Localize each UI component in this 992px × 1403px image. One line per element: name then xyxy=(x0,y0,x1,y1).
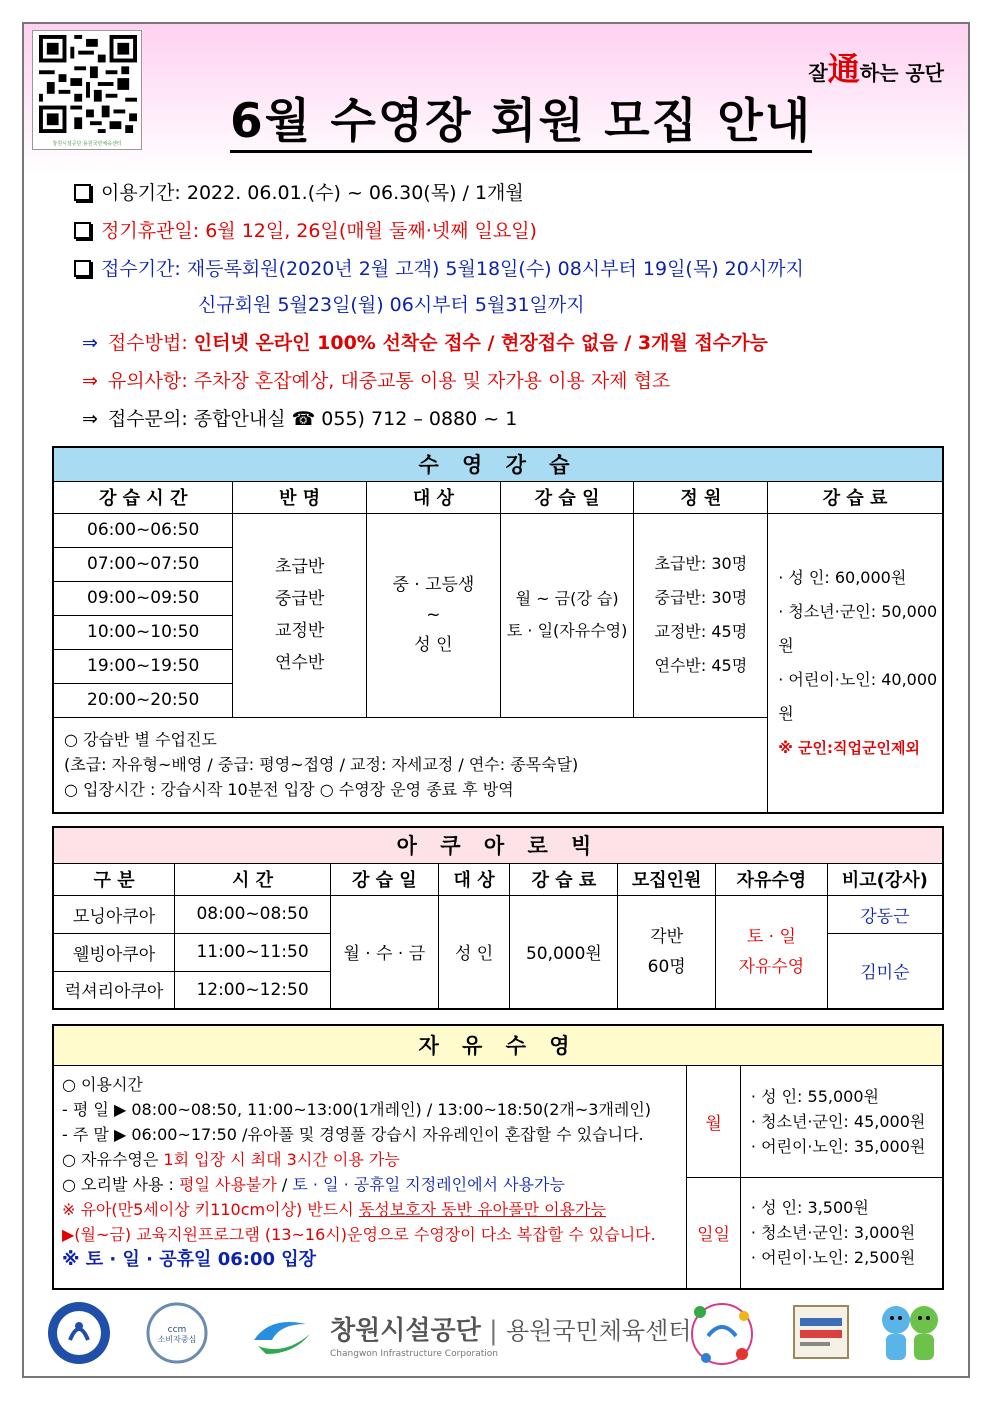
free-line-part: ○ 오리발 사용 : xyxy=(62,1174,179,1194)
lesson-days xyxy=(500,513,634,717)
aqua-time: 12:00~12:50 xyxy=(175,971,331,1009)
free-line: - 평 일 ▶ 08:00~08:50, 11:00~13:00(1개레인) / 13:00~18:50(2개~3개레인) xyxy=(62,1099,652,1119)
lesson-classes xyxy=(233,513,367,717)
monthly-label: 월 xyxy=(687,1065,741,1177)
lesson-header: 강 습 일 xyxy=(500,481,634,513)
aqua-title: 아 쿠 아 로 빅 xyxy=(53,827,943,863)
aqua-free-swim xyxy=(716,895,828,1009)
free-line-part: / xyxy=(276,1174,293,1194)
class-item: 교정반 xyxy=(275,621,325,641)
arrow-icon: ⇒ xyxy=(82,370,98,392)
fee-note: ※ 군인:직업군인제외 xyxy=(778,738,920,757)
free-line: ※ 토 · 일 · 공휴일 06:00 입장 xyxy=(62,1248,317,1270)
daily-fees xyxy=(740,1177,943,1289)
changwon-emblem xyxy=(250,1310,316,1364)
daily-fee-item: · 성 인: 3,500원 xyxy=(750,1198,869,1218)
slogan-big: 通 xyxy=(827,50,860,88)
mascot-logo xyxy=(874,1298,946,1372)
page-title: 6월 수영장 회원 모집 안내 xyxy=(230,96,812,153)
info-reception xyxy=(74,254,804,281)
clean-logo xyxy=(686,1298,758,1372)
caution-text: 유의사항: 주차장 혼잡예상, 대중교통 이용 및 자가용 이용 자제 협조 xyxy=(107,370,671,392)
checkbox-icon xyxy=(74,184,91,201)
lesson-notes xyxy=(53,717,768,813)
class-item: 중급반 xyxy=(275,589,325,609)
aqua-table xyxy=(52,826,944,1010)
aqua-recruit xyxy=(618,895,716,1009)
info-caution xyxy=(82,366,670,393)
aqua-header: 강 습 일 xyxy=(330,863,438,895)
free-line-part: ※ 유아(만5세이상 키110cm이상) 반드시 xyxy=(62,1199,359,1219)
days-line: 토 · 일(자유수영) xyxy=(506,621,628,640)
inquiry-value: 종합안내실 ☎ 055) 712 – 0880 ~ 1 xyxy=(193,408,518,430)
checkbox-icon xyxy=(74,222,91,239)
method-label: 접수방법: xyxy=(107,332,194,354)
lesson-title: 수 영 강 습 xyxy=(53,447,943,481)
reception-line-1: 접수기간: 재등록회원(2020년 2월 고객) 5월18일(수) 08시부터 19일(목) 20시까지 xyxy=(101,258,804,280)
aqua-class-name: 럭셔리아쿠아 xyxy=(53,971,175,1009)
method-value: 인터넷 온라인 100% 선착순 접수 / 현장접수 없음 / 3개월 접수가능 xyxy=(193,332,768,354)
class-item: 초급반 xyxy=(275,557,325,577)
arrow-icon: ⇒ xyxy=(82,408,98,430)
monthly-fee-item: · 성 인: 55,000원 xyxy=(750,1086,879,1106)
aqua-header: 자유수영 xyxy=(716,863,828,895)
capacity-item: 초급반: 30명 xyxy=(654,554,748,573)
footer-logos xyxy=(24,1296,968,1372)
capacity-item: 연수반: 45명 xyxy=(654,656,748,675)
aqua-fee: 50,000원 xyxy=(510,895,618,1009)
free-line xyxy=(62,1147,678,1172)
info-closed xyxy=(74,216,537,243)
reception-line-2: 신규회원 5월23일(월) 06시부터 5월31일까지 xyxy=(198,294,585,316)
lesson-capacity xyxy=(634,513,768,717)
free-line: ○ 이용시간 xyxy=(62,1074,143,1094)
fee-item: · 청소년·군인: 50,000원 xyxy=(778,601,938,655)
capacity-item: 중급반: 30명 xyxy=(654,588,748,607)
free-line-part: 1회 입장 시 최대 3시간 이용 가능 xyxy=(163,1149,400,1169)
free-line-part: 동성보호자 동반 유아풀만 이용가능 xyxy=(358,1199,606,1219)
lesson-table xyxy=(52,446,944,814)
info-method xyxy=(82,328,768,355)
lesson-time: 10:00~10:50 xyxy=(53,615,233,649)
center-name: 용원국민체육센터 xyxy=(506,1317,692,1345)
recruit-line: 각반 xyxy=(650,926,684,947)
period-value: 2022. 06.01.(수) ~ 06.30(목) / 1개월 xyxy=(186,182,524,204)
lesson-time: 19:00~19:50 xyxy=(53,649,233,683)
class-item: 연수반 xyxy=(275,653,325,673)
aqua-header: 강 습 료 xyxy=(510,863,618,895)
free-line xyxy=(62,1172,678,1197)
target-line: ~ xyxy=(426,605,441,625)
qr-caption: 창원시설공단 용원국민체육센터 xyxy=(52,141,122,147)
human-rights-logo xyxy=(46,1300,112,1370)
aqua-header: 비고(강사) xyxy=(827,863,943,895)
info-period xyxy=(74,178,524,205)
fee-item: · 어린이·노인: 40,000원 xyxy=(778,669,938,723)
free-swim-line: 자유수영 xyxy=(738,956,805,977)
aqua-time: 11:00~11:50 xyxy=(175,933,331,971)
org-name: 창원시설공단 xyxy=(330,1316,481,1346)
info-inquiry xyxy=(82,404,517,431)
lesson-header: 정 원 xyxy=(634,481,768,513)
aqua-instructor: 김미순 xyxy=(827,933,943,1009)
target-line: 중 · 고등생 xyxy=(392,575,475,595)
lesson-time: 06:00~06:50 xyxy=(53,513,233,547)
free-line xyxy=(62,1197,678,1222)
lesson-target xyxy=(367,513,501,717)
lesson-header: 대 상 xyxy=(367,481,501,513)
arrow-icon: ⇒ xyxy=(82,332,98,354)
lesson-time: 20:00~20:50 xyxy=(53,683,233,717)
free-notes xyxy=(53,1065,687,1289)
note-line: ○ 입장시간 : 강습시작 10분전 입장 ○ 수영장 운영 종료 후 방역 xyxy=(64,780,514,800)
free-line: - 주 말 ▶ 06:00~17:50 /유아풀 및 경영풀 강습시 자유레인이 혼잡할 수 있습니다. xyxy=(62,1124,644,1144)
lesson-fees xyxy=(768,513,943,813)
aqua-header: 대 상 xyxy=(438,863,510,895)
org-logo-text: 창원시설공단 | 용원국민체육센터 Changwon Infrastructure Corporation xyxy=(330,1316,692,1359)
closed-text: 정기휴관일: 6월 12일, 26일(매월 둘째·넷째 일요일) xyxy=(101,220,537,242)
monthly-fees xyxy=(740,1065,943,1177)
aqua-class-name: 웰빙아쿠아 xyxy=(53,933,175,971)
aqua-header: 시 간 xyxy=(175,863,331,895)
aqua-target: 성 인 xyxy=(438,895,510,1009)
daily-label: 일일 xyxy=(687,1177,741,1289)
slogan-pre: 잘 xyxy=(808,61,828,85)
lesson-header: 강 습 시 간 xyxy=(53,481,233,513)
aqua-instructor: 강동근 xyxy=(827,895,943,933)
free-swim-line: 토 · 일 xyxy=(746,926,796,947)
free-line-part: 토 · 일 · 공휴일 지정레인에서 사용가능 xyxy=(292,1174,565,1194)
certificate-logo xyxy=(792,1304,850,1364)
lesson-header: 강 습 료 xyxy=(768,481,943,513)
free-swim-table xyxy=(52,1024,944,1290)
fee-item: · 성 인: 60,000원 xyxy=(778,567,907,587)
free-line: ▶(월~금) 교육지원프로그램 (13~16시)운영으로 수영장이 다소 복잡할 수 있습니다. xyxy=(62,1224,656,1244)
lesson-time: 09:00~09:50 xyxy=(53,581,233,615)
note-line: (초급: 자유형~배영 / 중급: 평영~접영 / 교정: 자세교정 / 연수: 종목숙달) xyxy=(64,755,579,775)
ccm-logo xyxy=(146,1302,208,1368)
free-line-part: ○ 자유수영은 xyxy=(62,1149,164,1169)
free-title: 자 유 수 영 xyxy=(53,1025,943,1065)
recruit-line: 60명 xyxy=(647,956,686,977)
free-line-part: 평일 사용불가 xyxy=(178,1174,277,1194)
daily-fee-item: · 청소년·군인: 3,000원 xyxy=(750,1223,916,1243)
aqua-header: 구 분 xyxy=(53,863,175,895)
lesson-time: 07:00~07:50 xyxy=(53,547,233,581)
period-label: 이용기간: xyxy=(101,182,187,204)
ccm-text: 소비자중심 xyxy=(157,1335,197,1344)
aqua-header: 모집인원 xyxy=(618,863,716,895)
capacity-item: 교정반: 45명 xyxy=(654,622,748,641)
org-english: Changwon Infrastructure Corporation xyxy=(330,1349,498,1359)
inquiry-label: 접수문의: xyxy=(107,408,194,430)
note-line: ○ 강습반 별 수업진도 xyxy=(64,730,217,750)
qr-code[interactable] xyxy=(32,30,142,150)
slogan-post: 하는 공단 xyxy=(859,61,944,85)
checkbox-icon xyxy=(74,260,91,277)
monthly-fee-item: · 어린이·노인: 35,000원 xyxy=(750,1136,926,1156)
days-line: 월 ~ 금(강 습) xyxy=(515,589,619,608)
lesson-header: 반 명 xyxy=(233,481,367,513)
aqua-days: 월 · 수 · 금 xyxy=(330,895,438,1009)
monthly-fee-item: · 청소년·군인: 45,000원 xyxy=(750,1111,926,1131)
aqua-time: 08:00~08:50 xyxy=(175,895,331,933)
svg-text:ccm: ccm xyxy=(167,1325,187,1335)
slogan xyxy=(808,44,944,90)
qr-icon xyxy=(39,35,137,133)
target-line: 성 인 xyxy=(414,635,453,655)
aqua-class-name: 모닝아쿠아 xyxy=(53,895,175,933)
daily-fee-item: · 어린이·노인: 2,500원 xyxy=(750,1248,916,1268)
